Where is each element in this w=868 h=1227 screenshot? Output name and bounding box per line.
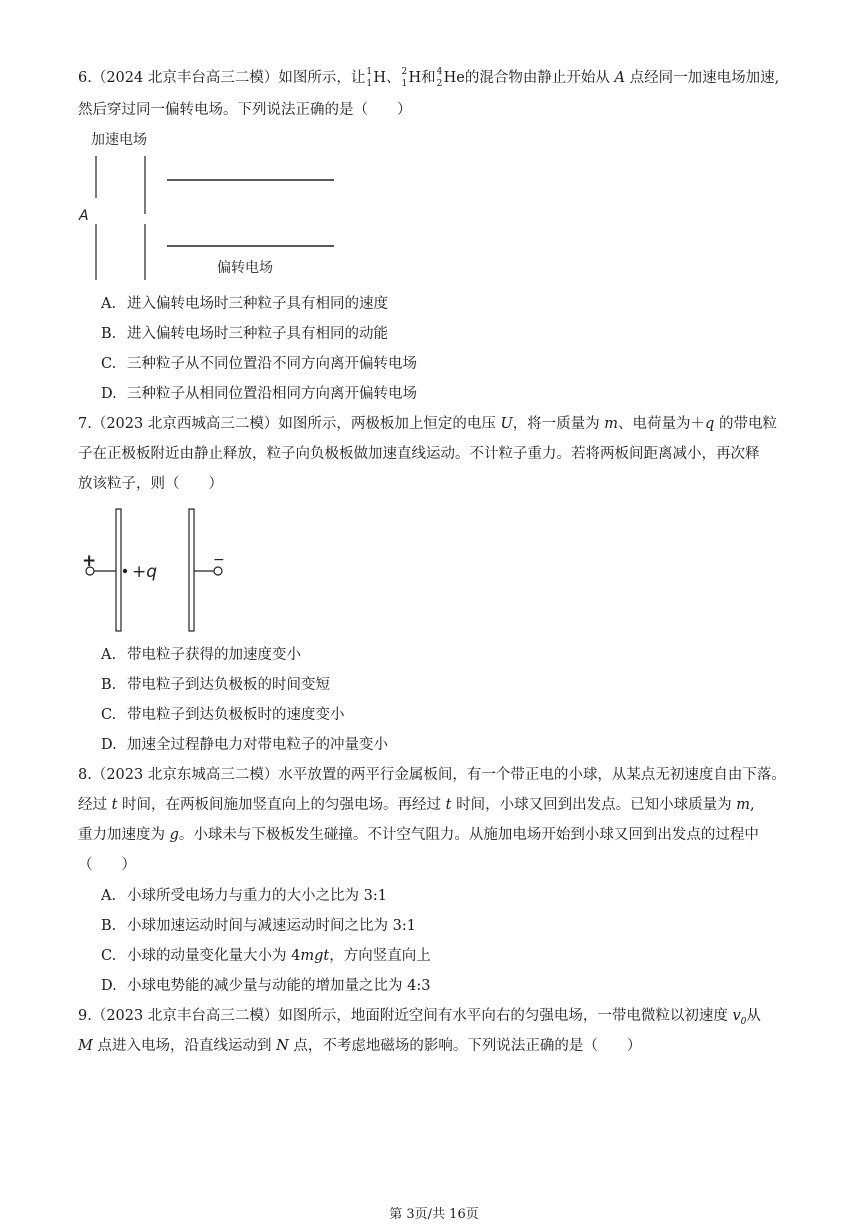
charged-particle <box>123 569 127 573</box>
q7-option-b[interactable]: B. 带电粒子到达负极板的时间变短 <box>101 677 330 693</box>
minus-sign: − <box>213 552 225 568</box>
q8-line2: 经过 t 时间，在两板间施加竖直向上的匀强电场。再经过 t 时间，小球又回到出发点。已知小球质量为 m, <box>78 797 755 813</box>
nuclide-h2: 2 1 <box>401 67 408 89</box>
q8-line4: （ ） <box>78 857 136 873</box>
q7-option-a[interactable]: A. 带电粒子获得的加速度变小 <box>101 647 301 663</box>
q6-option-c[interactable]: C. 三种粒子从不同位置沿不同方向离开偏转电场 <box>101 356 417 372</box>
q6-option-a[interactable]: A. 进入偏转电场时三种粒子具有相同的速度 <box>101 296 388 312</box>
q9-line1: 9.（2023 北京丰台高三二模）如图所示，地面附近空间有水平向右的匀强电场，一带电微粒以初速度 $v_0$从 <box>78 1008 761 1027</box>
deflect-field-label: 偏转电场 <box>217 260 273 276</box>
q6-option-b[interactable]: B. 进入偏转电场时三种粒子具有相同的动能 <box>101 326 388 342</box>
q6-line1: 6.（2024 北京丰台高三二模）如图所示，让 1 1 H、 2 1 H和 4 2 He的混合物由静止开始从 A 点经同一加速电场加速, <box>78 67 780 89</box>
negative-terminal <box>214 567 222 575</box>
q8-option-c[interactable]: C. 小球的动量变化量大小为 4mgt，方向竖直向上 <box>101 948 431 964</box>
q8-option-b[interactable]: B. 小球加速运动时间与减速运动时间之比为 3:1 <box>101 918 416 934</box>
nuclide-h1: 1 1 <box>366 67 373 89</box>
accel-field-label: 加速电场 <box>91 132 147 148</box>
q8-option-d[interactable]: D. 小球电势能的减少量与动能的增加量之比为 4:3 <box>101 978 431 994</box>
q7-line1: 7.（2023 北京西城高三二模）如图所示，两极板加上恒定的电压 U，将一质量为 m、电荷量为＋q 的带电粒 <box>78 416 777 432</box>
page-footer: 第 3页/共 16页 <box>389 1207 479 1222</box>
negative-plate <box>189 509 194 631</box>
q7-figure <box>80 505 240 635</box>
charge-label: +q <box>132 562 158 582</box>
q7-option-c[interactable]: C. 带电粒子到达负极板时的速度变小 <box>101 707 345 723</box>
q9-line2: M 点进入电场，沿直线运动到 N 点，不考虑地磁场的影响。下列说法正确的是（ ） <box>78 1038 642 1054</box>
q8-option-a[interactable]: A. 小球所受电场力与重力的大小之比为 3:1 <box>101 888 387 904</box>
q7-line2: 子在正极板附近由静止释放，粒子向负极板做加速直线运动。不计粒子重力。若将两板间距离减小，再次释 <box>78 446 760 462</box>
q8-line3: 重力加速度为 g。小球未与下极板发生碰撞。不计空气阻力。从施加电场开始到小球又回到出发点的过程中 <box>78 827 759 843</box>
q7-option-d[interactable]: D. 加速全过程静电力对带电粒子的冲量变小 <box>101 737 388 753</box>
q6-line2: 然后穿过同一偏转电场。下列说法正确的是（ ） <box>78 102 412 118</box>
q6-option-d[interactable]: D. 三种粒子从相同位置沿相同方向离开偏转电场 <box>101 386 417 402</box>
q8-line1: 8.（2023 北京东城高三二模）水平放置的两平行金属板间，有一个带正电的小球，从某点无初速度自由下落。 <box>78 767 786 783</box>
nuclide-he4: 4 2 <box>436 67 443 89</box>
q6-figure <box>75 128 345 288</box>
plus-sign: + <box>82 551 97 571</box>
point-a-label: A <box>79 208 89 224</box>
positive-plate <box>116 509 121 631</box>
q7-line3: 放该粒子，则（ ） <box>78 476 223 492</box>
